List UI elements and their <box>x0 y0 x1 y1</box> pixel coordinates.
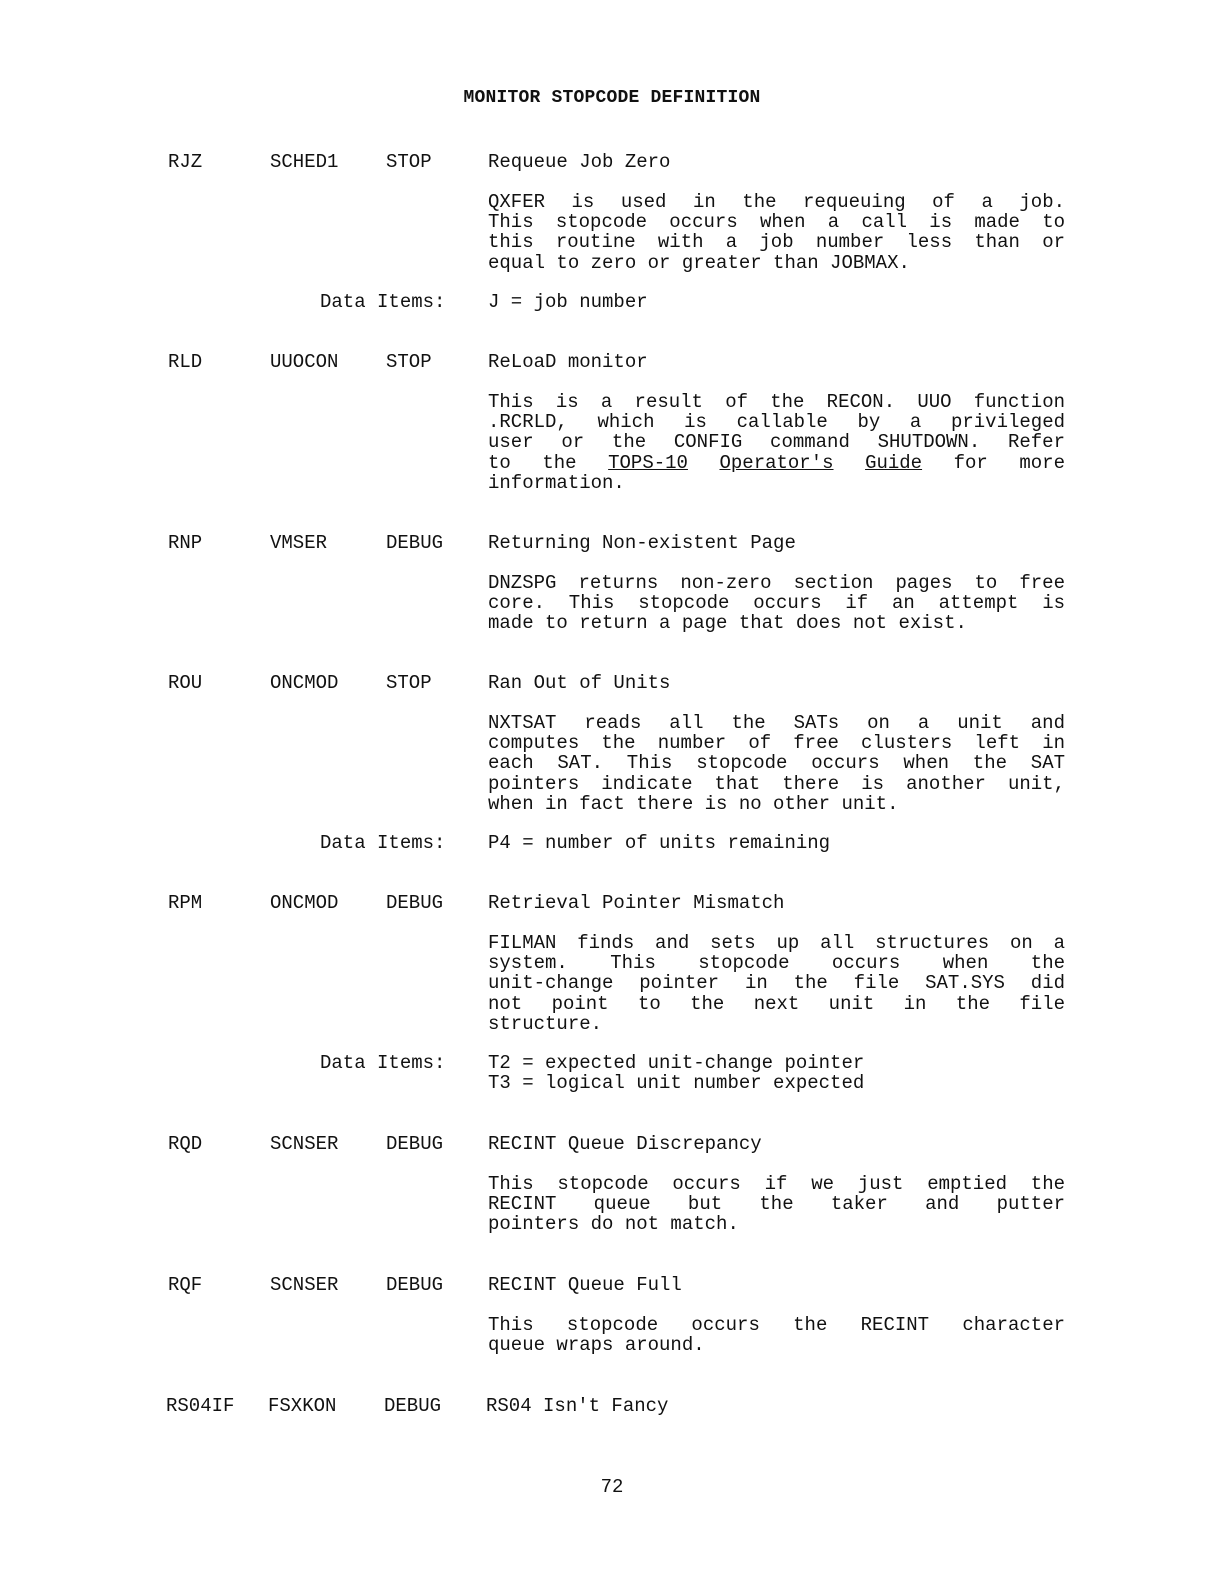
stopcode-entry-rnp <box>0 533 1224 643</box>
page-title: MONITOR STOPCODE DEFINITION <box>463 88 761 108</box>
stopcode-description <box>488 1174 1065 1235</box>
stopcode-title: Retrieval Pointer Mismatch <box>488 892 785 914</box>
module-name: UUOCON <box>270 351 339 373</box>
stopcode-entry-rou <box>0 673 1224 863</box>
description-line: structure. <box>488 1012 603 1035</box>
stopcode-name: ROU <box>168 672 203 694</box>
description-line: system. This stopcode occurs when the <box>488 952 1065 975</box>
stopcode-name: RQD <box>168 1133 203 1155</box>
module-name: FSXKON <box>268 1395 337 1417</box>
description-line: FILMAN finds and sets up all structures on a <box>488 932 1065 954</box>
manual-title-word: Operator's <box>719 451 834 474</box>
stopcode-type: DEBUG <box>386 892 444 914</box>
description-line: pointers do not match. <box>488 1213 739 1236</box>
stopcode-description <box>488 1315 1065 1355</box>
stopcode-type: DEBUG <box>386 1133 444 1155</box>
description-line: equal to zero or greater than JOBMAX. <box>488 251 910 274</box>
description-line: computes the number of free clusters left in <box>488 732 1065 755</box>
description-line: This stopcode occurs the RECINT character <box>488 1314 1065 1336</box>
data-items-label: Data Items: <box>320 291 446 313</box>
description-line: This stopcode occurs if we just emptied the <box>488 1173 1065 1195</box>
description-line: This stopcode occurs when a call is made to <box>488 211 1065 234</box>
stopcode-entry-rld <box>0 352 1224 492</box>
description-line: this routine with a job number less than or <box>488 231 1065 254</box>
description-line: This is a result of the RECON. UUO function <box>488 391 1065 413</box>
stopcode-title: Ran Out of Units <box>488 672 671 694</box>
stopcode-description <box>488 192 1065 273</box>
module-name: ONCMOD <box>270 892 339 914</box>
stopcode-description <box>488 573 1065 634</box>
stopcode-type: DEBUG <box>386 532 444 554</box>
description-line: DNZSPG returns non-zero section pages to free <box>488 572 1065 594</box>
module-name: SCHED1 <box>270 151 339 173</box>
text-segment: to the <box>488 451 609 474</box>
module-name: ONCMOD <box>270 672 339 694</box>
stopcode-name: RLD <box>168 351 203 373</box>
manual-title-word: TOPS-10 <box>608 451 688 474</box>
description-line-with-reference <box>488 453 1065 473</box>
module-name: SCNSER <box>270 1274 339 1296</box>
data-items-label: Data Items: <box>320 1052 446 1074</box>
description-line: RECINT queue but the taker and putter <box>488 1193 1065 1216</box>
stopcode-type: STOP <box>386 351 432 373</box>
stopcode-name: RS04IF <box>166 1395 235 1417</box>
stopcode-title: ReLoaD monitor <box>488 351 648 373</box>
page-number: 72 <box>600 1476 624 1498</box>
stopcode-name: RNP <box>168 532 203 554</box>
data-items-label: Data Items: <box>320 832 446 854</box>
stopcode-title: RECINT Queue Discrepancy <box>488 1133 762 1155</box>
description-line: pointers indicate that there is another unit, <box>488 772 1065 795</box>
stopcode-type: DEBUG <box>386 1274 444 1296</box>
description-line: unit-change pointer in the file SAT.SYS did <box>488 972 1065 995</box>
stopcode-name: RPM <box>168 892 203 914</box>
description-line: core. This stopcode occurs if an attempt is <box>488 592 1065 615</box>
description-line: when in fact there is no other unit. <box>488 792 899 815</box>
data-item: P4 = number of units remaining <box>488 832 831 854</box>
data-item: T3 = logical unit number expected <box>488 1072 865 1094</box>
data-item: T2 = expected unit-change pointer <box>488 1052 865 1074</box>
stopcode-entry-rqf <box>0 1275 1224 1365</box>
stopcode-entry-rjz <box>0 152 1224 322</box>
stopcode-title: Requeue Job Zero <box>488 151 671 173</box>
stopcode-entry-rs04if <box>0 1396 1224 1426</box>
stopcode-title: RECINT Queue Full <box>488 1274 682 1296</box>
stopcode-type: STOP <box>386 151 432 173</box>
stopcode-entry-rqd <box>0 1134 1224 1244</box>
data-item: J = job number <box>488 291 648 313</box>
stopcode-type: DEBUG <box>384 1395 442 1417</box>
module-name: VMSER <box>270 532 328 554</box>
stopcode-name: RQF <box>168 1274 203 1296</box>
description-line: queue wraps around. <box>488 1334 705 1357</box>
stopcode-description <box>488 713 1065 814</box>
description-line: not point to the next unit in the file <box>488 992 1065 1015</box>
stopcode-title: Returning Non-existent Page <box>488 532 796 554</box>
stopcode-description <box>488 933 1065 1034</box>
stopcode-title: RS04 Isn't Fancy <box>486 1395 669 1417</box>
manual-title-word: Guide <box>865 451 923 474</box>
description-line: made to return a page that does not exist. <box>488 612 967 635</box>
description-line: .RCRLD, which is callable by a privileged <box>488 411 1065 434</box>
module-name: SCNSER <box>270 1133 339 1155</box>
description-line: NXTSAT reads all the SATs on a unit and <box>488 712 1065 734</box>
stopcode-description <box>488 392 1065 493</box>
stopcode-name: RJZ <box>168 151 203 173</box>
stopcode-entry-rpm <box>0 893 1224 1103</box>
description-line: user or the CONFIG command SHUTDOWN. Refer <box>488 431 1065 454</box>
stopcode-type: STOP <box>386 672 432 694</box>
description-line: each SAT. This stopcode occurs when the SAT <box>488 752 1065 775</box>
description-line: QXFER is used in the requeuing of a job. <box>488 191 1065 213</box>
text-segment: for more <box>922 451 1065 474</box>
description-line: information. <box>488 471 625 494</box>
